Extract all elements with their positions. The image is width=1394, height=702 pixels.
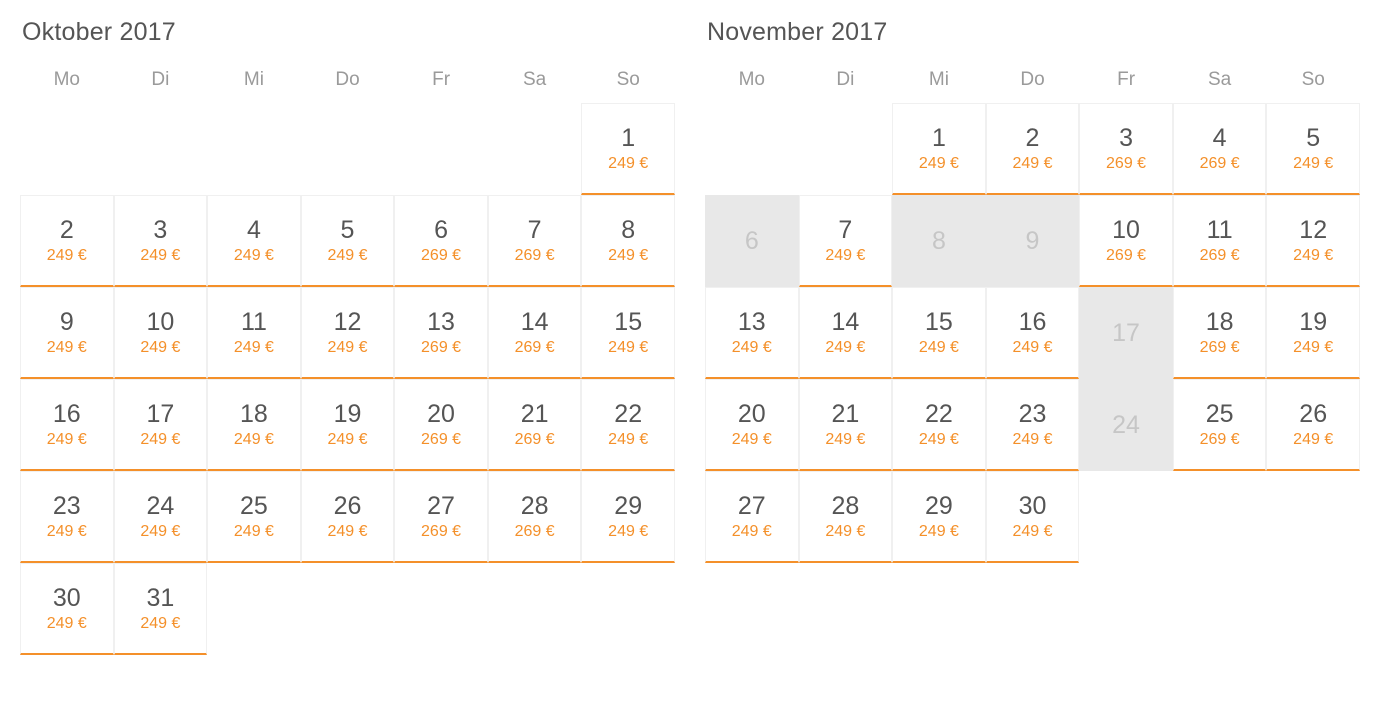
day-price: 269 € <box>1106 247 1147 265</box>
day-price: 249 € <box>46 339 87 357</box>
day-cell[interactable] <box>114 379 208 471</box>
day-number: 22 <box>614 399 643 428</box>
day-cell[interactable] <box>207 195 301 287</box>
day-price: 249 € <box>140 523 181 541</box>
day-cell-empty <box>20 103 114 195</box>
day-cell[interactable] <box>20 563 114 655</box>
day-number: 9 <box>59 307 74 336</box>
day-number: 26 <box>1299 399 1328 428</box>
day-number: 1 <box>621 123 636 152</box>
day-cell[interactable] <box>394 379 488 471</box>
day-grid <box>20 103 675 655</box>
day-cell[interactable] <box>1173 195 1267 287</box>
day-number: 10 <box>1112 215 1140 244</box>
day-number: 5 <box>340 215 355 244</box>
day-number: 29 <box>614 491 643 520</box>
day-price: 269 € <box>514 339 555 357</box>
day-number: 26 <box>333 491 362 520</box>
day-cell-disabled <box>986 195 1080 287</box>
day-cell[interactable] <box>114 471 208 563</box>
day-number: 24 <box>1112 410 1140 439</box>
day-price: 249 € <box>140 247 181 265</box>
day-number: 12 <box>333 307 362 336</box>
day-number: 28 <box>520 491 549 520</box>
calendar-month-0 <box>20 18 675 655</box>
day-number: 4 <box>246 215 261 244</box>
weekday-header <box>705 69 1360 91</box>
day-number: 7 <box>838 215 853 244</box>
day-cell[interactable] <box>581 103 675 195</box>
day-number: 31 <box>146 583 175 612</box>
day-price: 249 € <box>46 247 87 265</box>
day-number: 8 <box>931 226 946 255</box>
day-price: 249 € <box>140 431 181 449</box>
day-cell[interactable] <box>207 379 301 471</box>
day-grid <box>705 103 1360 563</box>
day-price: 249 € <box>731 431 772 449</box>
day-cell[interactable] <box>20 379 114 471</box>
day-number: 13 <box>427 307 455 336</box>
day-price: 249 € <box>46 431 87 449</box>
day-number: 30 <box>52 583 81 612</box>
day-number: 16 <box>52 399 81 428</box>
day-cell[interactable] <box>114 195 208 287</box>
day-number: 6 <box>744 226 759 255</box>
day-number: 15 <box>614 307 643 336</box>
day-cell[interactable] <box>1173 103 1267 195</box>
day-cell[interactable] <box>1266 379 1360 471</box>
day-cell[interactable] <box>986 471 1080 563</box>
day-number: 25 <box>1205 399 1234 428</box>
day-price: 249 € <box>1012 431 1053 449</box>
day-price: 249 € <box>1293 155 1334 173</box>
day-price: 249 € <box>608 155 649 173</box>
day-number: 13 <box>737 307 766 336</box>
day-cell[interactable] <box>986 287 1080 379</box>
day-cell[interactable] <box>114 287 208 379</box>
day-number: 28 <box>831 491 860 520</box>
day-cell[interactable] <box>986 103 1080 195</box>
day-price: 269 € <box>514 247 555 265</box>
day-number: 5 <box>1306 123 1321 152</box>
day-price: 269 € <box>1199 339 1240 357</box>
weekday-label: Mo <box>738 69 765 90</box>
day-cell[interactable] <box>581 471 675 563</box>
day-price: 249 € <box>608 431 649 449</box>
day-number: 25 <box>240 491 268 520</box>
day-number: 14 <box>520 307 549 336</box>
day-price: 249 € <box>233 339 274 357</box>
weekday-label: Fr <box>432 69 451 90</box>
day-cell[interactable] <box>705 379 799 471</box>
day-cell[interactable] <box>20 287 114 379</box>
day-number: 22 <box>925 399 953 428</box>
day-price: 249 € <box>140 615 181 633</box>
day-price: 249 € <box>825 339 866 357</box>
day-price: 249 € <box>1012 155 1053 173</box>
day-number: 3 <box>153 215 168 244</box>
day-cell[interactable] <box>1173 379 1267 471</box>
month-title: November 2017 <box>707 18 888 46</box>
day-number: 6 <box>434 215 449 244</box>
weekday-label: So <box>1301 69 1325 90</box>
day-price: 249 € <box>918 431 959 449</box>
weekday-label: Mi <box>243 69 264 90</box>
day-cell[interactable] <box>581 287 675 379</box>
day-number: 1 <box>931 123 946 152</box>
day-number: 23 <box>1018 399 1047 428</box>
day-number: 27 <box>737 491 766 520</box>
day-cell[interactable] <box>1266 103 1360 195</box>
weekday-label: Do <box>1020 69 1045 90</box>
weekday-label: Fr <box>1117 69 1136 90</box>
day-cell[interactable] <box>799 379 893 471</box>
day-cell-empty <box>705 103 799 195</box>
day-number: 19 <box>333 399 362 428</box>
day-cell[interactable] <box>301 379 395 471</box>
day-cell-disabled <box>892 195 986 287</box>
day-price: 269 € <box>1199 155 1240 173</box>
day-price: 269 € <box>1199 431 1240 449</box>
day-cell[interactable] <box>1266 287 1360 379</box>
day-number: 30 <box>1018 491 1047 520</box>
day-number: 9 <box>1025 226 1040 255</box>
day-price: 249 € <box>731 523 772 541</box>
day-cell[interactable] <box>207 471 301 563</box>
day-number: 21 <box>831 399 860 428</box>
day-cell-empty <box>301 103 395 195</box>
day-price: 249 € <box>233 431 274 449</box>
day-cell[interactable] <box>892 471 986 563</box>
day-price: 249 € <box>918 339 959 357</box>
day-price: 249 € <box>918 155 959 173</box>
day-price: 249 € <box>1293 339 1334 357</box>
day-price: 249 € <box>608 523 649 541</box>
day-number: 27 <box>427 491 455 520</box>
day-number: 24 <box>146 491 175 520</box>
day-price: 249 € <box>825 431 866 449</box>
day-cell[interactable] <box>301 287 395 379</box>
day-cell-empty <box>394 103 488 195</box>
weekday-label: Do <box>335 69 360 90</box>
day-number: 20 <box>427 399 455 428</box>
day-price: 249 € <box>608 247 649 265</box>
day-cell[interactable] <box>892 379 986 471</box>
day-price: 249 € <box>825 523 866 541</box>
day-price: 269 € <box>421 247 462 265</box>
day-number: 17 <box>146 399 175 428</box>
day-cell[interactable] <box>581 195 675 287</box>
day-price: 269 € <box>514 431 555 449</box>
weekday-label: Sa <box>1208 69 1232 90</box>
weekday-label: Mi <box>928 69 949 90</box>
day-cell[interactable] <box>799 195 893 287</box>
day-cell-empty <box>488 103 582 195</box>
day-number: 20 <box>737 399 766 428</box>
day-price: 269 € <box>421 523 462 541</box>
weekday-label: Mo <box>53 69 80 90</box>
day-cell[interactable] <box>705 287 799 379</box>
day-cell[interactable] <box>488 287 582 379</box>
day-price: 269 € <box>421 339 462 357</box>
day-cell[interactable] <box>20 195 114 287</box>
day-price: 269 € <box>421 431 462 449</box>
day-cell-disabled <box>1079 379 1173 471</box>
day-price: 249 € <box>327 339 368 357</box>
day-cell[interactable] <box>892 287 986 379</box>
day-number: 16 <box>1018 307 1047 336</box>
day-cell[interactable] <box>20 471 114 563</box>
month-title: Oktober 2017 <box>22 18 176 46</box>
weekday-label: Sa <box>523 69 547 90</box>
day-cell[interactable] <box>301 195 395 287</box>
day-number: 23 <box>52 491 81 520</box>
weekday-label: Di <box>151 69 170 90</box>
day-price: 249 € <box>1012 339 1053 357</box>
day-price: 249 € <box>1012 523 1053 541</box>
weekday-label: Di <box>836 69 855 90</box>
day-price: 249 € <box>233 247 274 265</box>
day-price: 249 € <box>233 523 274 541</box>
day-cell[interactable] <box>799 287 893 379</box>
day-price: 269 € <box>514 523 555 541</box>
day-price: 269 € <box>1106 155 1147 173</box>
day-number: 3 <box>1119 123 1134 152</box>
day-cell[interactable] <box>394 287 488 379</box>
day-number: 2 <box>59 215 74 244</box>
day-number: 29 <box>925 491 953 520</box>
day-price: 249 € <box>46 523 87 541</box>
day-number: 11 <box>240 307 267 336</box>
day-number: 19 <box>1299 307 1328 336</box>
day-cell[interactable] <box>394 471 488 563</box>
day-cell[interactable] <box>488 471 582 563</box>
day-cell[interactable] <box>705 471 799 563</box>
day-cell[interactable] <box>986 379 1080 471</box>
day-price: 249 € <box>608 339 649 357</box>
day-cell-empty <box>799 103 893 195</box>
day-number: 15 <box>925 307 953 336</box>
day-number: 7 <box>527 215 542 244</box>
day-cell[interactable] <box>799 471 893 563</box>
day-number: 18 <box>240 399 268 428</box>
day-cell-disabled <box>705 195 799 287</box>
calendar-month-1 <box>705 18 1360 655</box>
day-number: 12 <box>1299 215 1328 244</box>
day-price: 249 € <box>327 247 368 265</box>
day-number: 8 <box>621 215 636 244</box>
day-cell[interactable] <box>114 563 208 655</box>
day-price: 249 € <box>731 339 772 357</box>
day-cell[interactable] <box>1079 195 1173 287</box>
day-number: 2 <box>1025 123 1040 152</box>
day-cell[interactable] <box>1079 103 1173 195</box>
day-price: 249 € <box>1293 247 1334 265</box>
day-cell-empty <box>114 103 208 195</box>
day-number: 11 <box>1206 215 1233 244</box>
day-cell[interactable] <box>892 103 986 195</box>
day-cell[interactable] <box>488 195 582 287</box>
day-price: 249 € <box>918 523 959 541</box>
day-price: 249 € <box>1293 431 1334 449</box>
weekday-label: So <box>616 69 640 90</box>
day-cell[interactable] <box>1173 287 1267 379</box>
day-price: 249 € <box>140 339 181 357</box>
day-number: 17 <box>1112 318 1140 347</box>
day-number: 21 <box>520 399 549 428</box>
day-cell[interactable] <box>301 471 395 563</box>
day-price: 249 € <box>825 247 866 265</box>
day-price: 269 € <box>1199 247 1240 265</box>
day-number: 14 <box>831 307 860 336</box>
day-cell[interactable] <box>488 379 582 471</box>
day-cell[interactable] <box>581 379 675 471</box>
day-number: 4 <box>1212 123 1227 152</box>
day-number: 18 <box>1205 307 1234 336</box>
day-cell[interactable] <box>1266 195 1360 287</box>
weekday-header <box>20 69 675 91</box>
day-cell[interactable] <box>394 195 488 287</box>
day-cell[interactable] <box>207 287 301 379</box>
day-cell-disabled <box>1079 287 1173 379</box>
day-cell-empty <box>207 103 301 195</box>
day-price: 249 € <box>327 523 368 541</box>
day-price: 249 € <box>46 615 87 633</box>
day-number: 10 <box>146 307 175 336</box>
day-price: 249 € <box>327 431 368 449</box>
